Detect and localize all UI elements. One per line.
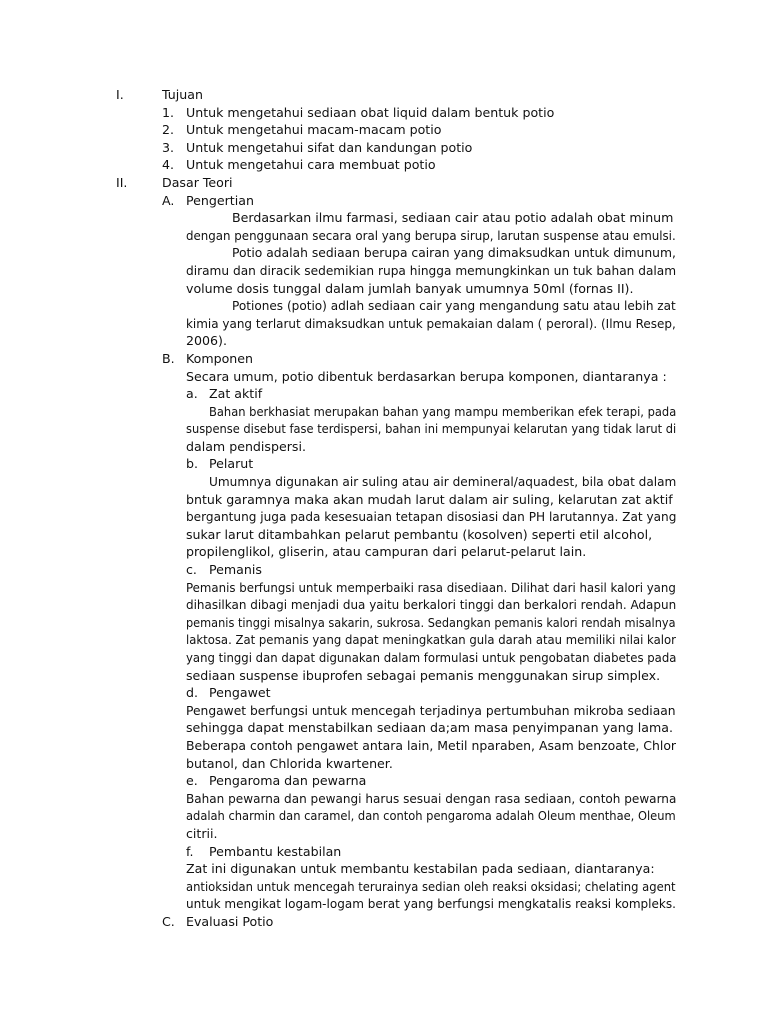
text-line: sehingga dapat menstabilkan sediaan da;am masa penyimpanan yang lama. (186, 720, 673, 736)
text-line: bntuk garamnya maka akan mudah larut dalam air suling, kelarutan zat aktif (186, 491, 673, 507)
text-line: propilenglikol, gliserin, atau campuran dari pelarut-pelarut lain. (186, 544, 587, 560)
text-line: suspense disebut fase terdispersi, bahan ini mempunyai kelarutan yang tidak larut di (186, 421, 677, 437)
text-line: dengan penggunaan secara oral yang berupa sirup, larutan suspense atau emulsi. (186, 227, 676, 243)
list-item (0, 156, 768, 174)
document-page (0, 86, 768, 931)
text-line: volume dosis tunggal dalam jumlah banyak umumnya 50ml (fornas II). (186, 280, 634, 296)
text-line: Beberapa contoh pengawet antara lain, Metil nparaben, Asam benzoate, Chlor (186, 737, 677, 753)
section-numeral: II. (116, 174, 128, 190)
text-line: Umumnya digunakan air suling atau air demineral/aquadest, bila obat dalam (209, 474, 677, 490)
paragraph-line (0, 543, 768, 561)
paragraph-line (0, 297, 768, 315)
subsection-letter: A. (162, 192, 175, 208)
paragraph-line (0, 491, 768, 509)
subsection-heading-evaluasi (0, 913, 768, 931)
paragraph-line (0, 209, 768, 227)
list-number: 1. (162, 104, 175, 120)
paragraph-line (0, 244, 768, 262)
paragraph-line (0, 315, 768, 333)
paragraph-line (0, 631, 768, 649)
sub-item-title: Zat aktif (209, 386, 263, 402)
paragraph-line (0, 526, 768, 544)
paragraph-line (0, 860, 768, 878)
text-line: diramu dan diracik sedemikian rupa hingga memungkinkan un tuk bahan dalam (186, 262, 677, 278)
text-line: Pemanis berfungsi untuk memperbaiki rasa disediaan. Dilihat dari hasil kalori yang (186, 579, 676, 595)
paragraph-line (0, 438, 768, 456)
sub-item-title: Pengawet (209, 685, 271, 701)
sub-item-title: Pelarut (209, 456, 254, 472)
text-line: bergantung juga pada kesesuaian tetapan disosiasi dan PH larutannya. Zat yang (186, 509, 677, 525)
text-line: pemanis tinggi misalnya sakarin, sukrosa. Sedangkan pemanis kalori rendah misalnya (186, 614, 676, 630)
list-text: Untuk mengetahui sediaan obat liquid dalam bentuk potio (186, 104, 555, 120)
subsection-heading-pengertian (0, 192, 768, 210)
sub-item-heading (0, 385, 768, 403)
text-line: Secara umum, potio dibentuk berdasarkan berupa komponen, diantaranya : (186, 368, 667, 384)
text-line: yang tinggi dan dapat digunakan dalam formulasi untuk pengobatan diabetes pada (186, 650, 677, 665)
sub-item-heading (0, 843, 768, 861)
text-line: 2006). (186, 333, 227, 349)
text-line: adalah charmin dan caramel, dan contoh pengaroma adalah Oleum menthae, Oleum (186, 808, 676, 824)
paragraph-line (0, 508, 768, 526)
list-text: Untuk mengetahui macam-macam potio (186, 122, 442, 138)
paragraph-line (0, 825, 768, 843)
list-number: 3. (162, 139, 175, 155)
paragraph-line (0, 719, 768, 737)
text-line: butanol, dan Chlorida kwartener. (186, 755, 393, 771)
list-text: Untuk mengetahui cara membuat potio (186, 157, 436, 173)
sub-item-letter: d. (186, 685, 198, 701)
sub-item-letter: e. (186, 773, 198, 789)
paragraph-line (0, 473, 768, 491)
section-numeral: I. (116, 87, 124, 102)
section-heading-tujuan (0, 86, 768, 104)
paragraph-line (0, 649, 768, 667)
subsection-title: Komponen (186, 350, 254, 366)
sub-item-heading (0, 561, 768, 579)
paragraph-line (0, 596, 768, 614)
sub-item-heading (0, 684, 768, 702)
text-line: Berdasarkan ilmu farmasi, sediaan cair atau potio adalah obat minum (232, 210, 674, 226)
sub-item-letter: b. (186, 456, 198, 472)
text-line: Zat ini digunakan untuk membantu kestabilan pada sediaan, diantaranya: (186, 861, 655, 877)
text-line: Potio adalah sediaan berupa cairan yang dimaksudkan untuk dimunum, (232, 245, 676, 261)
sub-item-letter: a. (186, 386, 198, 402)
paragraph-line (0, 737, 768, 755)
paragraph-line (0, 755, 768, 773)
section-title: Dasar Teori (162, 174, 233, 190)
text-line: sediaan suspense ibuprofen sebagai pemanis menggunakan sirup simplex. (186, 667, 661, 683)
text-line: antioksidan untuk mencegah terurainya sedian oleh reaksi oksidasi; chelating agent (186, 878, 676, 894)
list-number: 4. (162, 157, 175, 173)
text-line: laktosa. Zat pemanis yang dapat meningkatkan gula darah atau memiliki nilai kalor (186, 632, 676, 648)
subsection-heading-komponen (0, 350, 768, 368)
text-line: dihasilkan dibagi menjadi dua yaitu berkalori tinggi dan berkalori rendah. Adapun (186, 597, 677, 613)
list-number: 2. (162, 122, 175, 138)
sub-item-letter: f. (186, 843, 194, 859)
paragraph-line (0, 702, 768, 720)
sub-item-title: Pengaroma dan pewarna (209, 773, 367, 789)
paragraph-line (0, 667, 768, 685)
sub-item-letter: c. (186, 562, 197, 578)
text-line: citrii. (186, 825, 218, 841)
paragraph-line (0, 895, 768, 913)
list-item (0, 121, 768, 139)
paragraph-line (0, 614, 768, 632)
paragraph-line (0, 878, 768, 896)
text-line: Pengawet berfungsi untuk mencegah terjadinya pertumbuhan mikroba sediaan (186, 702, 676, 718)
text-line: sukar larut ditambahkan pelarut pembantu (kosolven) seperti etil alcohol, (186, 526, 653, 542)
text-line: Bahan berkhasiat merupakan bahan yang mampu memberikan efek terapi, pada (209, 403, 677, 419)
paragraph-line (0, 262, 768, 280)
text-line: untuk mengikat logam-logam berat yang berfungsi mengkatalis reaksi kompleks. (186, 896, 676, 912)
subsection-title: Pengertian (186, 192, 254, 208)
paragraph-line (0, 280, 768, 298)
text-line: dalam pendispersi. (186, 438, 306, 454)
sub-item-title: Pemanis (209, 562, 262, 578)
sub-item-title: Pembantu kestabilan (209, 843, 342, 859)
section-title: Tujuan (162, 87, 203, 102)
paragraph-line (0, 807, 768, 825)
subsection-title: Evaluasi Potio (186, 913, 274, 929)
list-item (0, 104, 768, 122)
sub-item-heading (0, 772, 768, 790)
list-text: Untuk mengetahui sifat dan kandungan potio (186, 139, 473, 155)
section-heading-dasar-teori (0, 174, 768, 192)
text-line: Potiones (potio) adlah sediaan cair yang mengandung satu atau lebih zat (232, 298, 676, 314)
paragraph-line (0, 420, 768, 438)
text-line: Bahan pewarna dan pewangi harus sesuai dengan rasa sediaan, contoh pewarna (186, 790, 677, 806)
subsection-letter: C. (162, 913, 175, 929)
paragraph-line (0, 368, 768, 386)
paragraph-line (0, 579, 768, 597)
subsection-letter: B. (162, 350, 175, 366)
sub-item-heading (0, 455, 768, 473)
paragraph-line (0, 790, 768, 808)
paragraph-line (0, 332, 768, 350)
paragraph-line (0, 227, 768, 245)
text-line: kimia yang terlarut dimaksudkan untuk pemakaian dalam ( peroral). (Ilmu Resep, (186, 315, 676, 331)
paragraph-line (0, 403, 768, 421)
list-item (0, 139, 768, 157)
